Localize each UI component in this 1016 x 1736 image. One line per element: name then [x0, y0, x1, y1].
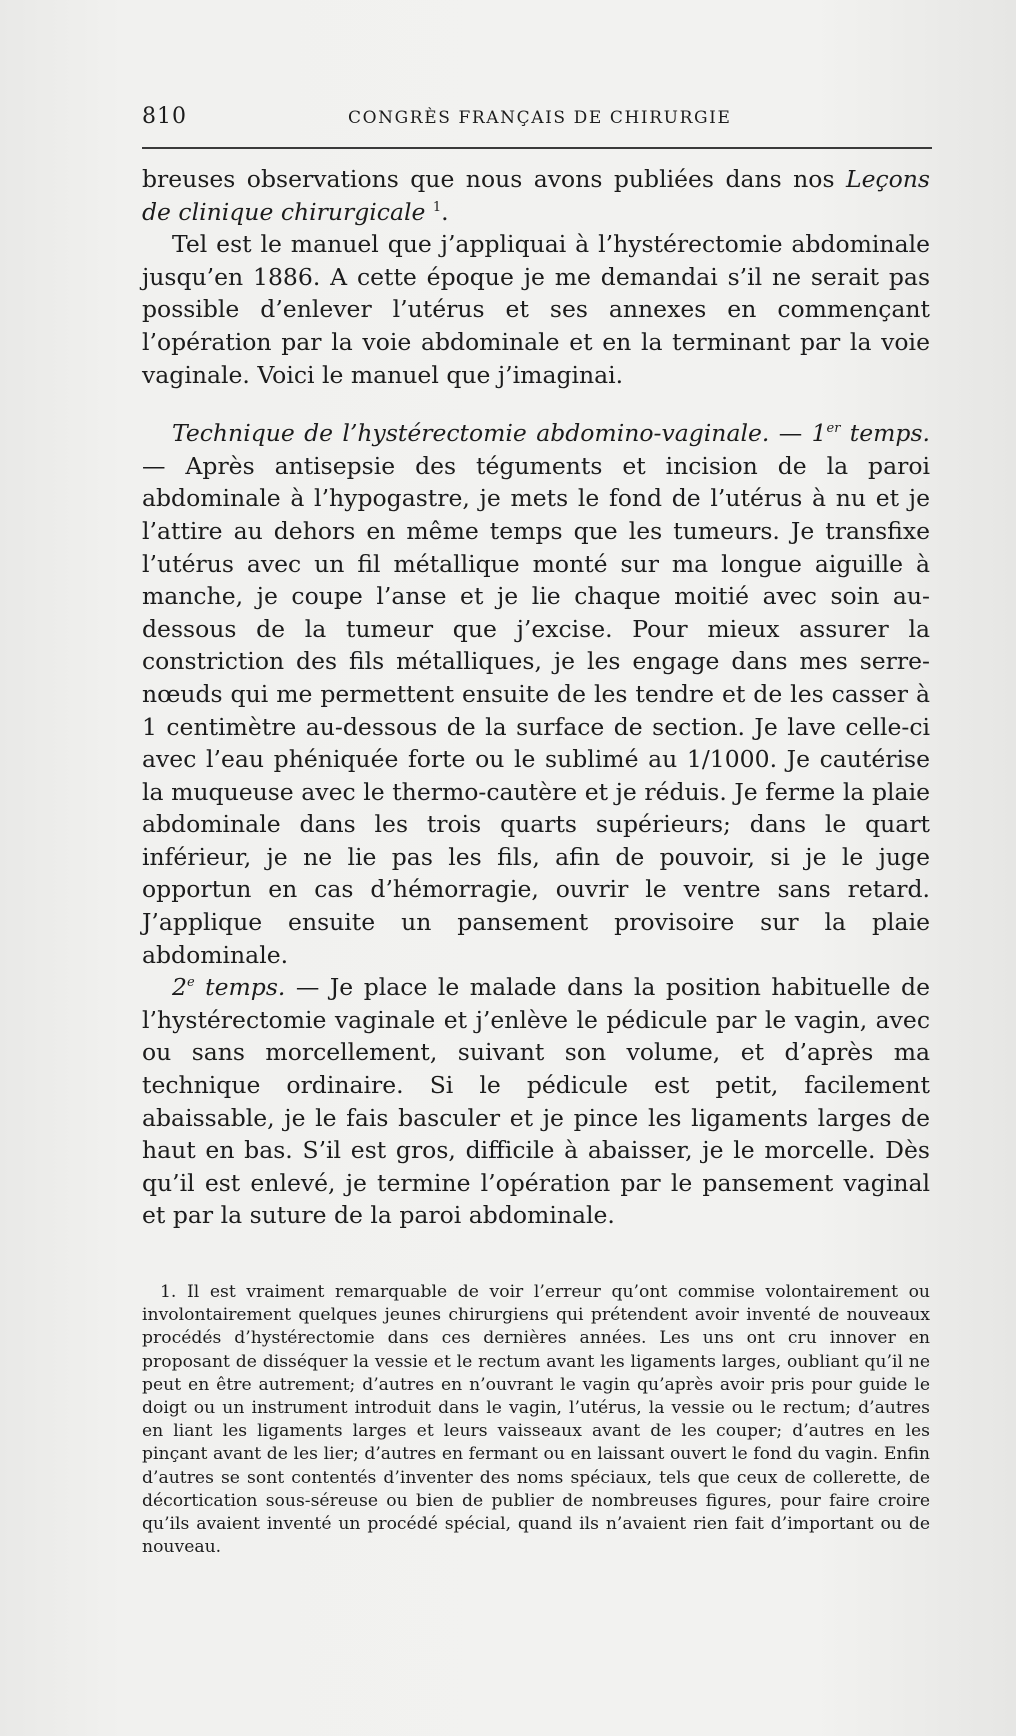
- paragraph-continuation: breuses observations que nous avons publiées dans nos Leçons de clinique chirurgicale $^1$.: [142, 165, 930, 226]
- running-title: CONGRÈS FRANÇAIS DE CHIRURGIE: [348, 108, 732, 128]
- page-number: 810: [142, 104, 187, 129]
- section-heading: Technique de l’hystérectomie abdomino-vaginale.: [172, 419, 770, 448]
- footnote-reference: 1: [432, 199, 442, 215]
- page-header: [142, 104, 930, 134]
- header-rule: [142, 147, 932, 149]
- step-label: 2e temps.: [172, 973, 286, 1002]
- main-text: [142, 163, 930, 1232]
- book-title: Leçons de clinique chirurgicale: [142, 165, 930, 226]
- technique-paragraph: Technique de l’hystérectomie abdomino-vaginale. — 1er temps. — Après antisepsie des téguments et incision de la paroi abdominale à l’hypogastre, je mets le fond de l’utérus à nu et je l’attire au dehors en même temps que les tumeurs. Je transfixe l’utérus avec un fil métallique monté sur ma longue aiguille à manche, je coupe l’anse et je lie chaque moitié avec soin au-dessous de la tumeur que j’excise. Pour mieux assurer la constriction des fils métalliques, je les engage dans mes serre-nœuds qui me permettent ensuite de les tendre et de les casser à 1 centimètre au-dessous de la surface de section. Je lave celle-ci avec l’eau phéniquée forte ou le sublimé au 1/1000. Je cautérise la muqueuse avec le thermo-cautère et je réduis. Je ferme la plaie abdominale dans les trois quarts supérieurs; dans le quart inférieur, je ne lie pas les fils, afin de pouvoir, si je le juge opportun en cas d’hémorragie, ouvrir le ventre sans retard. J’applique ensuite un pansement provisoire sur la plaie abdominale.: [142, 419, 930, 969]
- footnotes: [142, 1281, 930, 1559]
- footnote: 1. Il est vraiment remarquable de voir l’erreur qu’ont commise volontairement ou involontairement quelques jeunes chirurgiens qui prétendent avoir inventé de nouveaux procédés d’hystérectomie dans ces dernières années. Les uns ont cru innover en proposant de disséquer la vessie et le rectum avant les ligaments larges, oubliant qu’il ne peut en être autrement; d’autres en n’ouvrant le vagin qu’après avoir pris pour guide le doigt ou un instrument introduit dans le vagin, l’utérus, la vessie ou le rectum; d’autres en liant les ligaments larges et leurs vaisseaux avant de les couper; d’autres en les pinçant avant de les lier; d’autres en fermant ou en laissant ouvert le fond du vagin. Enfin d’autres se sont contentés d’inventer des noms spéciaux, tels que ceux de collerette, de décortication sous-séreuse ou bien de publier de nombreuses figures, pour faire croire qu’ils avaient inventé un procédé spécial, quand ils n’avaient rien fait d’important ou de nouveau.: [142, 1282, 930, 1558]
- paragraph: Tel est le manuel que j’appliquai à l’hystérectomie abdominale jusqu’en 1886. A cette époque je me demandai s’il ne serait pas possible d’enlever l’utérus et ses annexes en commençant l’opération par la voie abdominale et en la terminant par la voie vaginale. Voici le manuel que j’imaginai.: [142, 230, 930, 389]
- step-label: 1er temps.: [811, 419, 930, 448]
- step-two-paragraph: 2e temps. — Je place le malade dans la position habituelle de l’hystérectomie vaginale et j’enlève le pédicule par le vagin, avec ou sans morcellement, suivant son volume, et d’après ma technique ordinaire. Si le pédicule est petit, facilement abaissable, je le fais basculer et je pince les ligaments larges de haut en bas. S’il est gros, difficile à abaisser, je le morcelle. Dès qu’il est enlevé, je termine l’opération par le pansement vaginal et par la suture de la paroi abdominale.: [142, 973, 930, 1230]
- footnote-number: 1.: [160, 1282, 177, 1302]
- section-gap: [142, 391, 930, 417]
